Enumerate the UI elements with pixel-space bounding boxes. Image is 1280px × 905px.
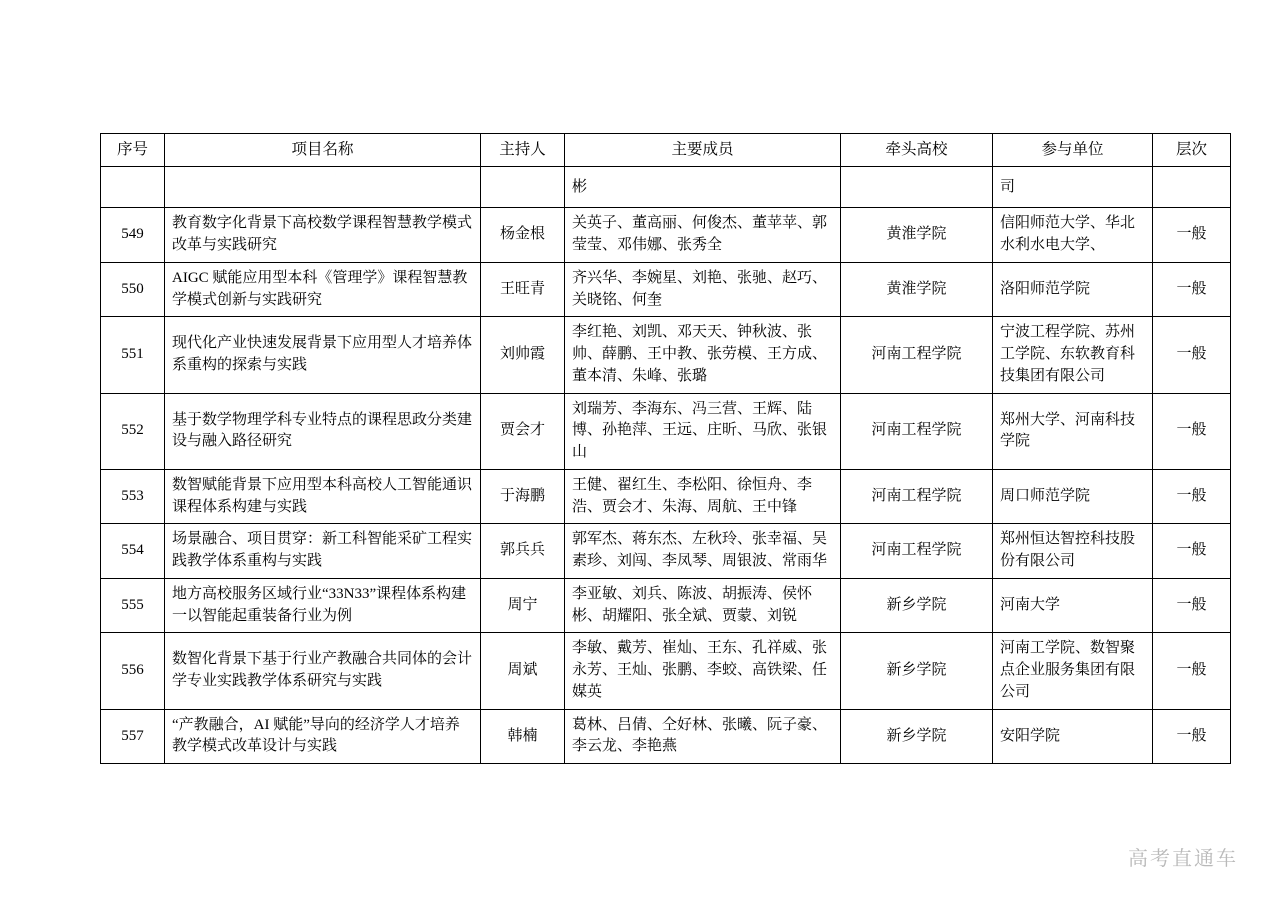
cell-no: 554 xyxy=(101,524,165,579)
cell-members: 李亚敏、刘兵、陈波、胡振涛、侯怀彬、胡耀阳、张全斌、贾蒙、刘锐 xyxy=(565,578,841,633)
cell-level xyxy=(1153,167,1231,208)
cell-lead xyxy=(841,167,993,208)
table-row xyxy=(101,578,1231,633)
cell-name: 现代化产业快速发展背景下应用型人才培养体系重构的探索与实践 xyxy=(165,317,481,393)
table-row xyxy=(101,317,1231,393)
watermark: 高考直通车 xyxy=(1128,848,1238,870)
cell-partner: 宁波工程学院、苏州工学院、东软教育科技集团有限公司 xyxy=(993,317,1153,393)
cell-members: 齐兴华、李婉星、刘艳、张驰、赵巧、关晓铭、何奎 xyxy=(565,262,841,317)
cell-name xyxy=(165,167,481,208)
cell-members: 李敏、戴芳、崔灿、王东、孔祥威、张永芳、王灿、张鹏、李蛟、高铁梁、任媒英 xyxy=(565,633,841,709)
column-header-level: 层次 xyxy=(1153,134,1231,167)
cell-lead: 新乡学院 xyxy=(841,709,993,764)
cell-lead: 河南工程学院 xyxy=(841,317,993,393)
cell-name: 场景融合、项目贯穿：新工科智能采矿工程实践教学体系重构与实践 xyxy=(165,524,481,579)
cell-lead: 河南工程学院 xyxy=(841,393,993,469)
cell-level: 一般 xyxy=(1153,262,1231,317)
cell-name: 地方高校服务区域行业“33N33”课程体系构建一以智能起重装备行业为例 xyxy=(165,578,481,633)
cell-partner: 河南工学院、数智聚点企业服务集团有限公司 xyxy=(993,633,1153,709)
cell-level: 一般 xyxy=(1153,393,1231,469)
column-header-host: 主持人 xyxy=(481,134,565,167)
cell-name: 数智化背景下基于行业产教融合共同体的会计学专业实践教学体系研究与实践 xyxy=(165,633,481,709)
cell-level: 一般 xyxy=(1153,469,1231,524)
cell-partner: 河南大学 xyxy=(993,578,1153,633)
table-row xyxy=(101,393,1231,469)
cell-partner: 郑州大学、河南科技学院 xyxy=(993,393,1153,469)
table-row xyxy=(101,469,1231,524)
cell-partner: 司 xyxy=(993,167,1153,208)
table-row xyxy=(101,167,1231,208)
column-header-members: 主要成员 xyxy=(565,134,841,167)
cell-members: 葛林、吕倩、仝好林、张曦、阮子豪、李云龙、李艳燕 xyxy=(565,709,841,764)
cell-no: 552 xyxy=(101,393,165,469)
cell-host: 贾会才 xyxy=(481,393,565,469)
cell-members: 刘瑞芳、李海东、冯三营、王辉、陆博、孙艳萍、王远、庄昕、马欣、张银山 xyxy=(565,393,841,469)
cell-lead: 河南工程学院 xyxy=(841,469,993,524)
column-header-partner: 参与单位 xyxy=(993,134,1153,167)
cell-partner: 郑州恒达智控科技股份有限公司 xyxy=(993,524,1153,579)
cell-no: 557 xyxy=(101,709,165,764)
cell-partner: 周口师范学院 xyxy=(993,469,1153,524)
cell-no: 553 xyxy=(101,469,165,524)
cell-host: 于海鹏 xyxy=(481,469,565,524)
cell-host: 杨金根 xyxy=(481,208,565,263)
cell-level: 一般 xyxy=(1153,578,1231,633)
cell-lead: 新乡学院 xyxy=(841,633,993,709)
cell-name: “产教融合，AI 赋能”导向的经济学人才培养教学模式改革设计与实践 xyxy=(165,709,481,764)
cell-members: 关英子、董高丽、何俊杰、董苹苹、郭莹莹、邓伟娜、张秀全 xyxy=(565,208,841,263)
cell-no: 549 xyxy=(101,208,165,263)
cell-no: 550 xyxy=(101,262,165,317)
cell-level: 一般 xyxy=(1153,633,1231,709)
table-row xyxy=(101,633,1231,709)
cell-no: 551 xyxy=(101,317,165,393)
cell-host: 周斌 xyxy=(481,633,565,709)
table-row xyxy=(101,709,1231,764)
cell-level: 一般 xyxy=(1153,709,1231,764)
cell-host: 刘帅霞 xyxy=(481,317,565,393)
cell-lead: 黄淮学院 xyxy=(841,262,993,317)
cell-name: 教育数字化背景下高校数学课程智慧教学模式改革与实践研究 xyxy=(165,208,481,263)
cell-lead: 黄淮学院 xyxy=(841,208,993,263)
cell-lead: 河南工程学院 xyxy=(841,524,993,579)
cell-level: 一般 xyxy=(1153,208,1231,263)
cell-lead: 新乡学院 xyxy=(841,578,993,633)
column-header-no: 序号 xyxy=(101,134,165,167)
cell-host: 王旺青 xyxy=(481,262,565,317)
table-header-row xyxy=(101,134,1231,167)
table-row xyxy=(101,262,1231,317)
cell-members: 李红艳、刘凯、邓天天、钟秋波、张帅、薛鹏、王中教、张劳模、王方成、董本清、朱峰、张璐 xyxy=(565,317,841,393)
cell-name: 数智赋能背景下应用型本科高校人工智能通识课程体系构建与实践 xyxy=(165,469,481,524)
cell-host: 郭兵兵 xyxy=(481,524,565,579)
cell-members: 王健、翟红生、李松阳、徐恒舟、李浩、贾会才、朱海、周航、王中锋 xyxy=(565,469,841,524)
table-body xyxy=(101,167,1231,764)
cell-partner: 信阳师范大学、华北水利水电大学、 xyxy=(993,208,1153,263)
column-header-name: 项目名称 xyxy=(165,134,481,167)
cell-host: 韩楠 xyxy=(481,709,565,764)
project-table xyxy=(100,133,1231,764)
project-table-container xyxy=(100,133,1207,764)
column-header-lead: 牵头高校 xyxy=(841,134,993,167)
cell-partner: 安阳学院 xyxy=(993,709,1153,764)
table-header xyxy=(101,134,1231,167)
table-row xyxy=(101,208,1231,263)
cell-no: 555 xyxy=(101,578,165,633)
cell-host xyxy=(481,167,565,208)
cell-host: 周宁 xyxy=(481,578,565,633)
cell-level: 一般 xyxy=(1153,317,1231,393)
cell-name: AIGC 赋能应用型本科《管理学》课程智慧教学模式创新与实践研究 xyxy=(165,262,481,317)
cell-members: 彬 xyxy=(565,167,841,208)
table-row xyxy=(101,524,1231,579)
cell-name: 基于数学物理学科专业特点的课程思政分类建设与融入路径研究 xyxy=(165,393,481,469)
cell-no xyxy=(101,167,165,208)
cell-members: 郭军杰、蒋东杰、左秋玲、张幸福、吴素珍、刘闯、李凤琴、周银波、常雨华 xyxy=(565,524,841,579)
cell-partner: 洛阳师范学院 xyxy=(993,262,1153,317)
cell-no: 556 xyxy=(101,633,165,709)
cell-level: 一般 xyxy=(1153,524,1231,579)
